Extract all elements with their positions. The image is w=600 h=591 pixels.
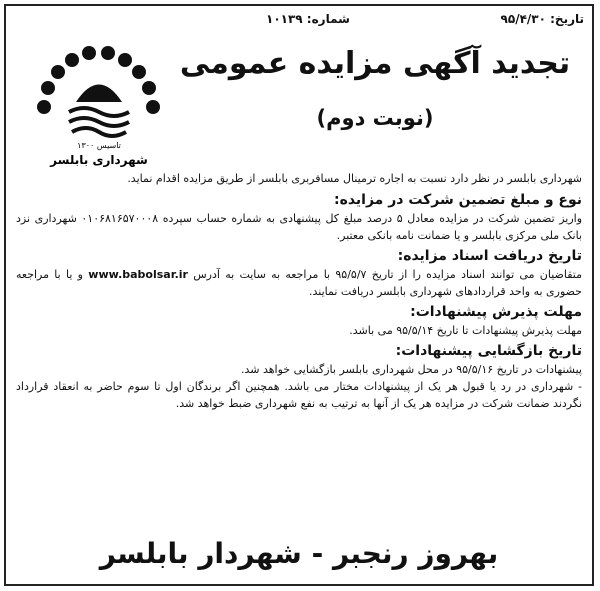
- section-guarantee: [16, 191, 582, 244]
- notice-meta: [266, 12, 584, 26]
- section-heading: نوع و مبلغ تضمین شرکت در مزایده:: [333, 192, 582, 208]
- section-text-part: و یا با مراجعه حضوری به واحد قراردادهای شهرداری بابلسر دریافت نمایند.: [16, 268, 582, 298]
- logo-founded: تاسیس ۱۳۰۰: [77, 141, 121, 150]
- section-deadline: [16, 303, 582, 339]
- notice-number: شماره: ۱۰۱۳۹: [266, 12, 350, 26]
- section-text: - شهرداری در رد یا قبول هر یک از پیشنهادات مختار می باشد. همچنین اگر برندگان اول تا سوم حاضر به انعقاد قرارداد نگردند ضمانت شرکت در مزایده هر یک از آنها به ترتیب به نفع شهرداری ضبط خواهد شد.: [16, 380, 582, 410]
- section-documents: [16, 247, 582, 300]
- section-heading: تاریخ دریافت اسناد مزایده:: [397, 248, 582, 264]
- section-opening: [16, 342, 582, 412]
- signature-line: بهروز رنجبر - شهردار بابلسر: [99, 537, 499, 570]
- section-text-part: متقاضیان می توانند اسناد مزایده را از تاریخ ۹۵/۵/۷ با مراجعه به سایت به آدرس: [193, 268, 582, 281]
- notice-subtitle: (نوبت دوم): [316, 106, 434, 130]
- website-link[interactable]: www.babolsar.ir: [88, 268, 188, 281]
- section-text: [16, 266, 582, 300]
- notice-body: [16, 170, 582, 412]
- section-text: واریز تضمین شرکت در مزایده معادل ۵ درصد مبلغ کل پیشنهادی به شماره حساب سپرده ۰۱۰۶۸۱۶۵۷۰۰۰۸ شهرداری نزد بانک ملی مرکزی بابلسر و یا ضمانت نامه بانکی معتبر.: [16, 212, 583, 242]
- notice-frame: [4, 4, 594, 586]
- section-heading: تاریخ بازگشایی پیشنهادات:: [395, 343, 582, 359]
- section-text: مهلت پذیرش پیشنهادات تا تاریخ ۹۵/۵/۱۴ می باشد.: [349, 324, 582, 337]
- logo-name: شهرداری بابلسر: [50, 153, 148, 167]
- notice-title: تجدید آگهی مزایده عمومی: [179, 46, 571, 81]
- municipality-logo: [24, 32, 174, 172]
- notice-intro: شهرداری بابلسر در نظر دارد نسبت به اجاره ترمینال مسافربری بابلسر از طریق مزایده اقدام نماید.: [127, 172, 582, 185]
- notice-date: تاریخ: ۹۵/۴/۳۰: [500, 12, 584, 26]
- section-heading: مهلت پذیرش پیشنهادات:: [410, 304, 582, 320]
- section-text: پیشنهادات در تاریخ ۹۵/۵/۱۶ در محل شهرداری بابلسر بازگشایی خواهد شد.: [241, 363, 582, 376]
